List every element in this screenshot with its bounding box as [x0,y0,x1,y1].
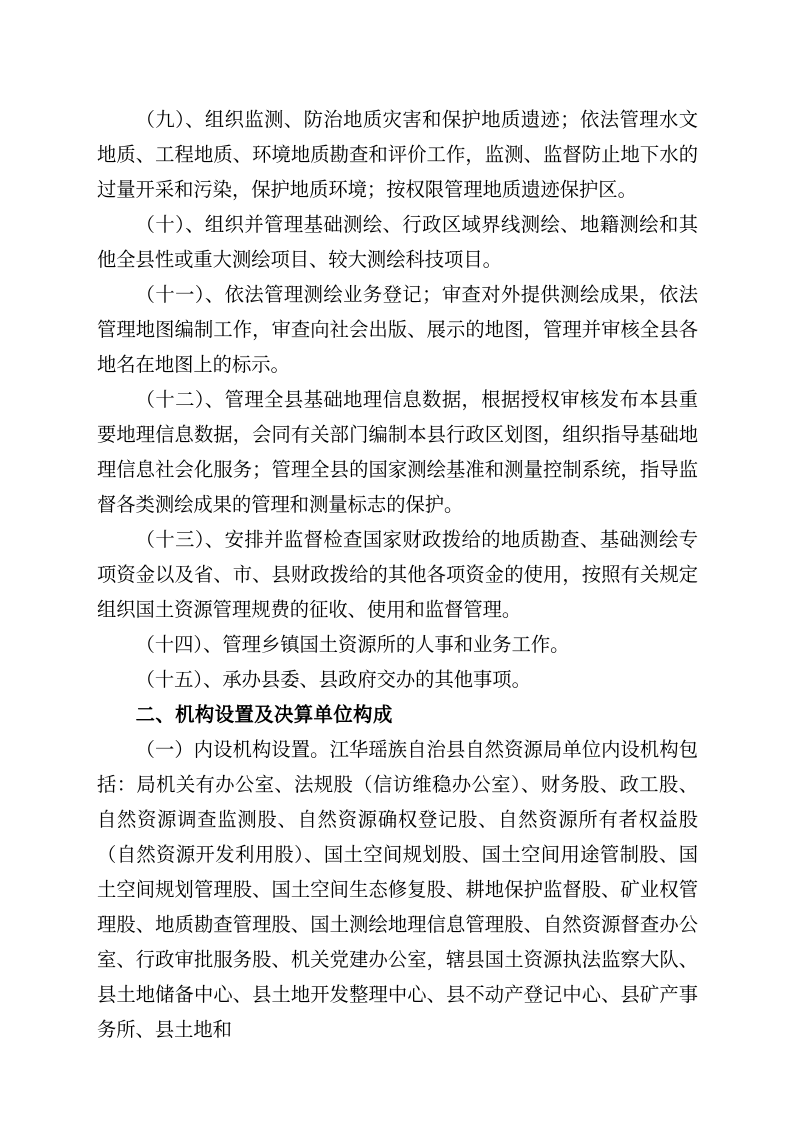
paragraph-duty-15: （十五）、承办县委、县政府交办的其他事项。 [135,670,531,691]
paragraph-org-setup: （一）内设机构设置。江华瑶族自治县自然资源局单位内设机构包括：局机关有办公室、法规股（信访维稳办公室）、财务股、政工股、自然资源调查监测股、自然资源确权登记股、自然资源所有者权益股（自然资源开发利用股）、国土空间规划股、国土空间用途管制股、国土空间规划管理股、国土空间生态修复股、耕地保护监督股、矿业权管理股、地质勘查管理股、国土测绘地理信息管理股、自然资源督查办公室、行政审批服务股、机关党建办公室，辖县国土资源执法监察大队、县土地储备中心、县土地开发整理中心、县不动产登记中心、县矿产事务所、县土地和 [97,740,698,1041]
paragraph-duty-13: （十三）、安排并监督检查国家财政拨给的地质勘查、基础测绘专项资金以及省、市、县财政拨给的其他各项资金的使用，按照有关规定组织国土资源管理规费的征收、使用和监督管理。 [97,530,698,621]
paragraph-duty-14: （十四）、管理乡镇国土资源所的人事和业务工作。 [135,635,570,656]
paragraph-duty-9: （九）、组织监测、防治地质灾害和保护地质遗迹；依法管理水文地质、工程地质、环境地质勘查和评价工作，监测、监督防止地下水的过量开采和污染，保护地质环境；按权限管理地质遗迹保护区。 [97,110,698,201]
paragraph-duty-12: （十二）、管理全县基础地理信息数据，根据授权审核发布本县重要地理信息数据，会同有关部门编制本县行政区划图，组织指导基础地理信息社会化服务；管理全县的国家测绘基准和测量控制系统，指导监督各类测绘成果的管理和测量标志的保护。 [97,390,698,516]
paragraph-duty-10: （十）、组织并管理基础测绘、行政区域界线测绘、地籍测绘和其他全县性或重大测绘项目、较大测绘科技项目。 [97,215,698,271]
section-heading: 二、机构设置及决算单位构成 [135,705,393,726]
paragraph-duty-11: （十一）、依法管理测绘业务登记；审查对外提供测绘成果，依法管理地图编制工作，审查向社会出版、展示的地图，管理并审核全县各地名在地图上的标示。 [97,285,698,376]
